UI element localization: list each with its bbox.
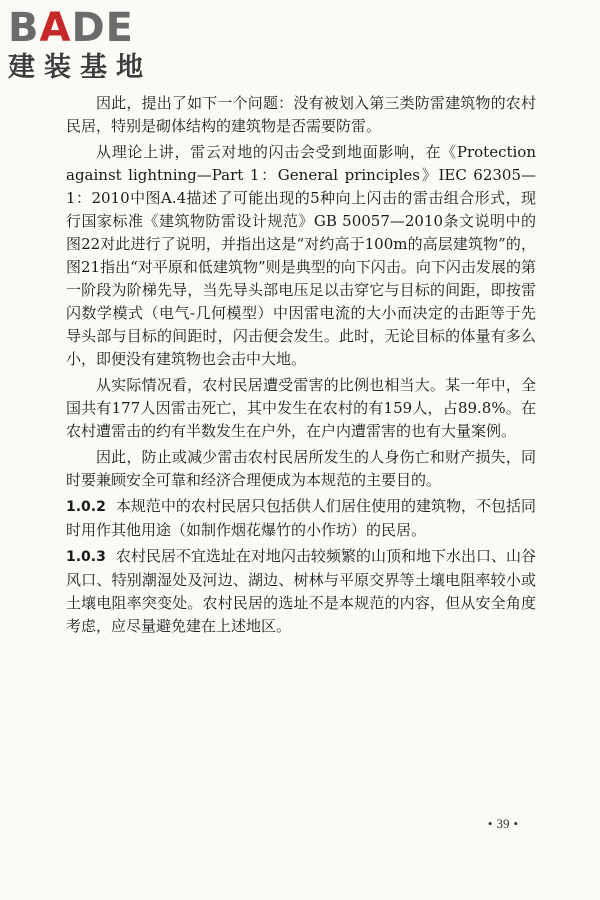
page-dot-right: • (513, 816, 518, 831)
paragraph: 从实际情况看，农村民居遭受雷害的比例也相当大。某一年中，全国共有177人因雷击死亡，其中发生在农村的有159人，占89.8%。在农村遭雷击的约有半数发生在户外，在户内遭雷害的也有大量案例。 (66, 376, 536, 440)
site-logo (8, 6, 178, 90)
logo-wordmark: BADE (8, 5, 134, 51)
logo-accent-letter: A (39, 5, 72, 51)
page-body (66, 92, 536, 641)
clause-number: 1.0.3 (66, 549, 106, 565)
clause-number: 1.0.2 (66, 499, 106, 515)
page-number-value: 39 (496, 816, 510, 831)
paragraph: 从理论上讲，雷云对地的闪击会受到地面影响，在《Protection against lightning—Part 1：General principles》IEC 62305—1：2010中图A.4描述了可能出现的5种向上闪击的雷击组合形式，现行国家标准《建筑物防雷设计规范》GB 50057—2010条文说明中的图22对此进行了说明，并指出这是“对约高于100m的高层建筑物”的，图21指出“对平原和低建筑物”则是典型的向下闪击。向下闪击发展的第一阶段为阶梯先导，当先导头部电压足以击穿它与目标的间距，即按雷闪数学模式（电气-几何模型）中因雷电流的大小而决定的击距等于先导头部与目标的间距时，闪击便会发生。此时，无论目标的体量有多么小，即便没有建筑物也会击中大地。 (66, 143, 536, 368)
clause-text: 农村民居不宜选址在对地闪击较频繁的山顶和地下水出口、山谷风口、特别潮湿处及河边、湖边、树林与平原交界等土壤电阻率较小或土壤电阻率突变处。农村民居的选址不是本规范的内容，但从安全角度考虑，应尽量避免建在上述地区。 (66, 547, 536, 635)
page-number (484, 816, 522, 832)
clause-1-0-2 (66, 495, 536, 542)
logo-subtitle: 建装基地 (8, 52, 152, 83)
clause-1-0-3 (66, 545, 536, 638)
paragraph: 因此，防止或减少雷击农村民居所发生的人身伤亡和财产损失，同时要兼顾安全可靠和经济合理便成为本规范的主要目的。 (66, 448, 536, 489)
paragraph: 因此，提出了如下一个问题：没有被划入第三类防雷建筑物的农村民居，特别是砌体结构的建筑物是否需要防雷。 (66, 94, 536, 135)
page-dot-left: • (487, 816, 493, 831)
clause-text: 本规范中的农村民居只包括供人们居住使用的建筑物，不包括同时用作其他用途（如制作烟花爆竹的小作坊）的民居。 (66, 497, 536, 539)
